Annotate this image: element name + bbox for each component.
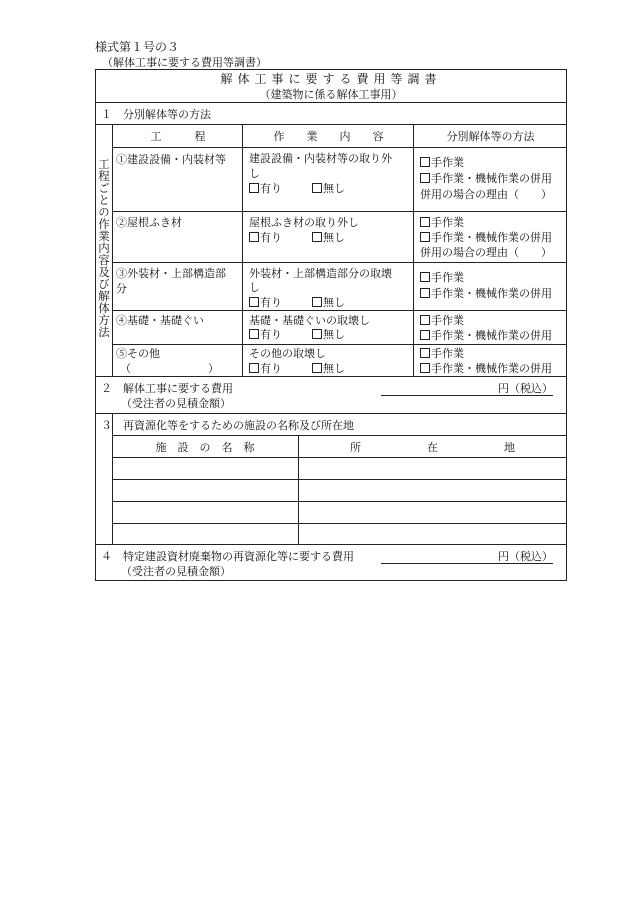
row3-process-line1: ③外装材・上部構造部 [116,267,226,280]
document-subtitle: （建築物に係る解体工事用） [259,88,403,101]
row1-reason[interactable]: 併用の場合の理由（ ） [420,188,552,201]
checkbox-icon[interactable] [420,288,430,298]
checkbox-icon[interactable] [420,272,430,282]
row4-process: ④基礎・基礎ぐい [116,314,204,327]
facility-name-header: 施 設 の 名 称 [155,441,255,454]
row3-yes-option[interactable]: 有り [249,295,282,310]
row5-yes-option[interactable]: 有り [249,361,282,376]
row3-method-combined[interactable]: 手作業・機械作業の併用 [420,286,552,301]
row5-work-line1: その他の取壊し [249,347,326,360]
checkbox-icon[interactable] [312,297,322,307]
section2-amount-field[interactable]: 円（税込） [498,382,553,395]
checkbox-icon[interactable] [420,217,430,227]
facility-name-cell-1[interactable] [113,458,297,478]
row5-process: ⑤その他 [116,347,160,360]
column-header-method: 分別解体等の方法 [446,130,535,143]
row5-process-other[interactable]: （ ） [120,362,219,375]
checkbox-icon[interactable] [312,183,322,193]
section2-label: ２ 解体工事に要する費用 [101,382,233,395]
section1-side-label: 工程ごとの作業内容及び解体方法 [97,158,111,338]
document-title: 解体工事に要する費用等調書 [220,72,442,86]
checkbox-icon[interactable] [249,183,259,193]
row1-process: ①建設設備・内装材等 [116,153,226,166]
row1-work-line2: し [249,167,260,180]
column-header-work: 作 業 内 容 [273,130,384,143]
checkbox-icon[interactable] [420,157,430,167]
checkbox-icon[interactable] [420,330,430,340]
row2-reason[interactable]: 併用の場合の理由（ ） [420,246,552,259]
checkbox-icon[interactable] [420,315,430,325]
checkbox-icon[interactable] [420,173,430,183]
form-subtitle: （解体工事に要する費用等調書） [102,56,267,69]
row4-no-option[interactable]: 無し [312,327,345,342]
checkbox-icon[interactable] [312,329,322,339]
row2-yes-option[interactable]: 有り [249,230,282,245]
section4-note: （受注者の見積金額） [121,565,231,578]
row1-yes-option[interactable]: 有り [249,181,282,196]
facility-name-cell-3[interactable] [113,502,297,522]
facility-location-cell-2[interactable] [299,480,566,500]
section3-label: ３ 再資源化等をするための施設の名称及び所在地 [101,419,354,432]
checkbox-icon[interactable] [420,232,430,242]
row1-no-option[interactable]: 無し [312,181,345,196]
facility-location-cell-1[interactable] [299,458,566,478]
row3-process-line2: 分 [116,282,127,295]
section2-note: （受注者の見積金額） [121,397,231,410]
row3-work-line2: し [249,281,260,294]
row4-method-manual[interactable]: 手作業 [420,313,464,328]
checkbox-icon[interactable] [312,363,322,373]
row3-work-line1: 外装材・上部構造部分の取壊 [249,267,392,280]
row5-method-manual[interactable]: 手作業 [420,346,464,361]
row3-no-option[interactable]: 無し [312,295,345,310]
row1-work-line1: 建設設備・内装材等の取り外 [249,152,392,165]
checkbox-icon[interactable] [312,232,322,242]
row4-work-line1: 基礎・基礎ぐいの取壊し [249,314,370,327]
row2-no-option[interactable]: 無し [312,230,345,245]
row4-method-combined[interactable]: 手作業・機械作業の併用 [420,328,552,343]
row2-process: ②屋根ふき材 [116,216,182,229]
checkbox-icon[interactable] [249,329,259,339]
row1-method-combined[interactable]: 手作業・機械作業の併用 [420,171,552,186]
row2-work-line1: 屋根ふき材の取り外し [249,216,359,229]
checkbox-icon[interactable] [420,363,430,373]
facility-name-cell-4[interactable] [113,524,297,544]
row1-method-manual[interactable]: 手作業 [420,155,464,170]
facility-name-cell-2[interactable] [113,480,297,500]
row2-method-combined[interactable]: 手作業・機械作業の併用 [420,230,552,245]
row5-method-combined[interactable]: 手作業・機械作業の併用 [420,361,552,376]
row3-method-manual[interactable]: 手作業 [420,270,464,285]
facility-location-cell-4[interactable] [299,524,566,544]
checkbox-icon[interactable] [420,348,430,358]
section4-amount-field[interactable]: 円（税込） [498,550,553,563]
form-number: 様式第１号の３ [95,40,180,54]
checkbox-icon[interactable] [249,363,259,373]
section4-label: ４ 特定建設資材廃棄物の再資源化等に要する費用 [101,550,354,563]
column-header-process: 工 程 [150,130,206,143]
facility-location-cell-3[interactable] [299,502,566,522]
checkbox-icon[interactable] [249,297,259,307]
row5-no-option[interactable]: 無し [312,361,345,376]
row2-method-manual[interactable]: 手作業 [420,215,464,230]
section1-label: １ 分別解体等の方法 [101,108,211,121]
checkbox-icon[interactable] [249,232,259,242]
row4-yes-option[interactable]: 有り [249,327,282,342]
facility-location-header: 所 在 地 [350,441,515,454]
